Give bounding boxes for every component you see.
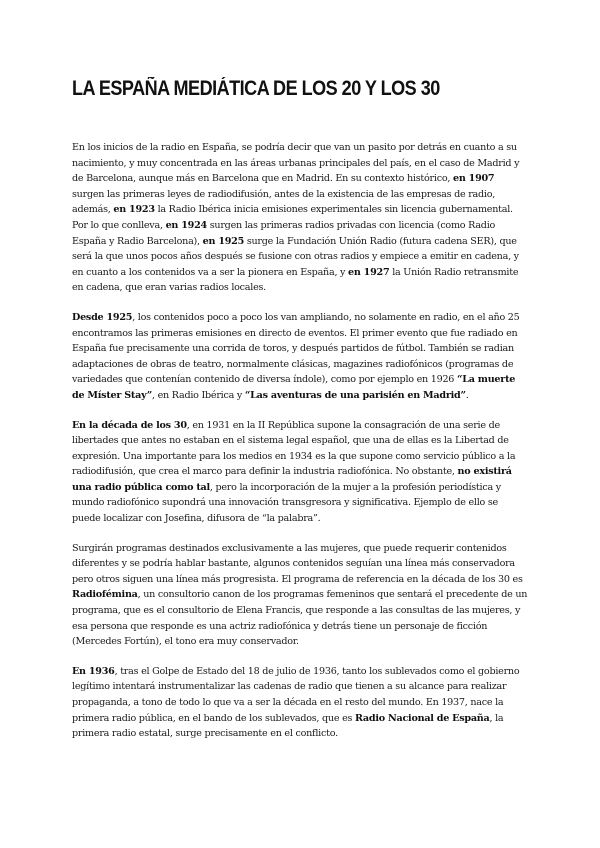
bold-text: en 1923 [113, 204, 155, 216]
bold-text: “La muerte de Míster Stay” [72, 374, 516, 401]
bold-text: “Las aventuras de una parisién en Madrid” [244, 389, 466, 401]
bold-text: Radio Nacional de España [354, 712, 490, 724]
text-span: , pero la incorporación de la mujer a la profesión periodística y mundo radiofónico supondrá una innovación transgresora y significativa. Ejemplo de ello se puede localizar con Josefina, difusora de “la palabra”. [72, 481, 501, 525]
text-span: surge la Fundación Unión Radio (futura cadena SER), que será la que unos pocos años después se fusione con otras radios y empiece a emitir en cadena, y en cuanto a los contenidos va a ser la pionera en España, y [72, 235, 519, 278]
bold-text: no existirá una radio pública como tal [72, 466, 512, 493]
paragraph [72, 140, 528, 296]
bold-text: en 1924 [165, 219, 207, 231]
bold-text: Desde 1925 [72, 311, 133, 323]
paragraph [72, 418, 528, 527]
text-span: la Radio Ibérica inicia emisiones experimentales sin licencia gubernamental. Por lo que conlleva, [72, 204, 513, 231]
text-span: , los contenidos poco a poco los van ampliando, no solamente en radio, en el año 25 encontramos las primeras emisiones en directo de eventos. El primer evento que fue radiado en España fue precisamente una corrida de toros, y después partidos de fútbol. También se radian adaptaciones de obras de teatro, normalmente clásicas, magazines radiofónicos (programas de variedades que contenían contenido de diversa índole), como por ejemplo en 1926 [72, 311, 520, 386]
bold-text: en 1925 [202, 235, 245, 247]
bold-text: en 1907 [452, 173, 495, 185]
text-span: En los inicios de la radio en España, se podría decir que van un pasito por detrás en cuanto a su nacimiento, y muy concentrada en las áreas urbanas principales del país, en el caso de Madrid y de Barcelona, aunque más en Barcelona que en Madrid. En su contexto histórico, [72, 142, 520, 185]
paragraph [72, 541, 528, 650]
text-span: Surgirán programas destinados exclusivamente a las mujeres, que puede requerir contenidos diferentes y se podría hablar bastante, algunos contenidos seguían una línea más conservadora pero otros siguen una línea más progresista. El programa de referencia en la década de los 30 es [72, 542, 523, 585]
text-span: la Unión Radio retransmite en cadena, que eran varias radios locales. [72, 266, 519, 294]
paragraph [72, 664, 528, 742]
bold-text: en 1927 [348, 266, 390, 278]
text-span: , un consultorio canon de los programas femeninos que sentará el precedente de un programa, que es el consultorio de Elena Francis, que responde a las consultas de las mujeres, y esa persona que responde es una actriz radiofónica y detrás tiene un personaje de ficción (Mercedes Fortún), el tono era muy conservador. [72, 589, 528, 648]
bold-text: En la década de los 30 [72, 419, 187, 431]
text-span: , en Radio Ibérica y [152, 389, 245, 401]
text-span: , en 1931 en la II República supone la consagración de una serie de libertades que antes no estaban en el sistema legal español, que una de ellas es la Libertad de expresión. Una importante para los medios en 1934 es la que supone como servicio público a la radiodifusión, que crea el marco para definir la industria radiofónica. No obstante, [72, 419, 516, 478]
text-span: surgen las primeras leyes de radiodifusión, antes de la existencia de las empresas de radio, además, [72, 188, 496, 216]
paragraph [72, 310, 528, 404]
document-body [72, 140, 528, 756]
bold-text: En 1936 [72, 665, 115, 677]
text-span: , la primera radio estatal, surge precisamente en el conflicto. [72, 712, 504, 740]
text-span: . [465, 389, 469, 401]
bold-text: Radiofémina [72, 589, 138, 601]
page-title: LA ESPAÑA MEDIÁTICA DE LOS 20 Y LOS 30 [72, 77, 440, 100]
text-span: surgen las primeras radios privadas con licencia (como Radio España y Radio Barcelona), [72, 219, 496, 247]
text-span: , tras el Golpe de Estado del 18 de julio de 1936, tanto los sublevados como el gobierno legítimo intentará instrumentalizar las cadenas de radio que tienen a su alcance para realizar propaganda, a tono de todo lo que va a ser la década en el resto del mundo. En 1937, nace la primera radio pública, en el bando de los sublevados, que es [72, 665, 520, 724]
